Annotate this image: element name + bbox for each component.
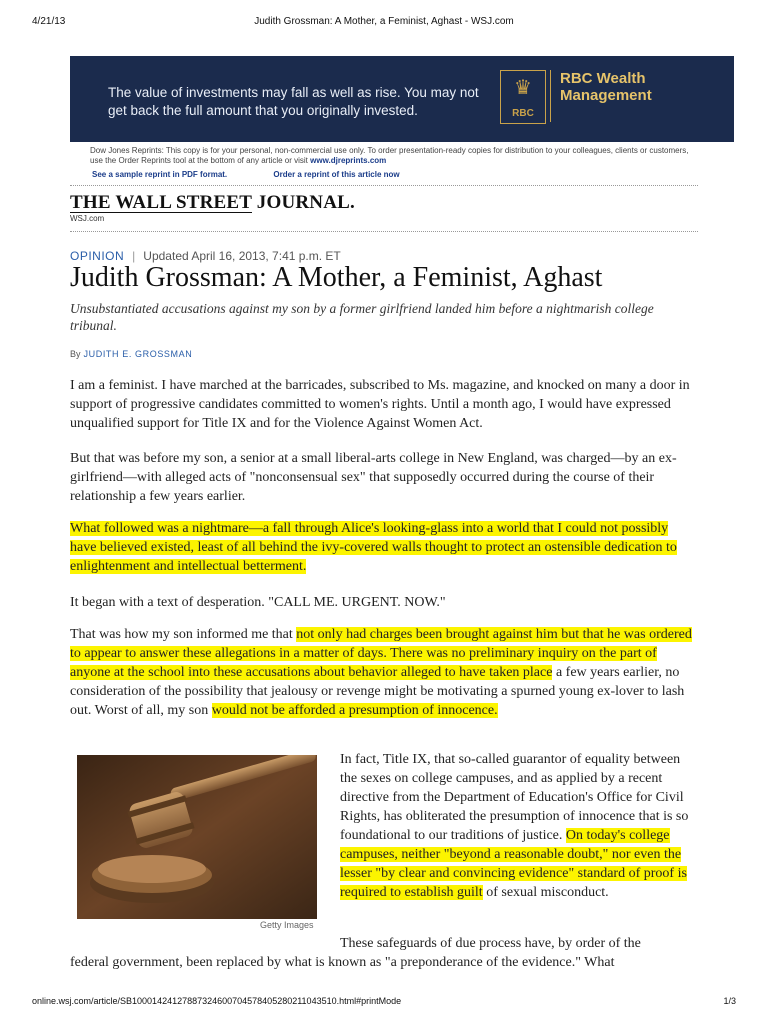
highlighted-text: not only had charges been brought against him but that he was ordered to appear to answer these allegations in a matter of days. There was no preliminary inquiry on the part of anyone at the school into these accusations about behavior alleged to have taken place — [70, 627, 692, 680]
paragraph-text: of sexual misconduct. — [482, 885, 609, 900]
photo-credit: Getty Images — [260, 920, 314, 930]
order-reprint-link[interactable]: Order a reprint of this article now — [273, 170, 400, 179]
paragraph: It began with a text of desperation. "CALL ME. URGENT. NOW." — [70, 595, 446, 610]
highlighted-text: What followed was a nightmare—a fall through Alice's looking-glass into a world that I could not possibly have believed existed, least of all behind the ivy-covered walls thought to protect an ostensible dedication to enlightenment and intellectual betterment. — [70, 521, 677, 574]
print-title: Judith Grossman: A Mother, a Feminist, Aghast - WSJ.com — [254, 16, 514, 27]
reprint-links — [92, 170, 444, 179]
paragraph-text: In fact, Title IX, that so-called guarantor of equality between the sexes on college campuses, and as applied by a recent directive from the Department of Education's Office for Civil Rights, has obliterated the presumption of innocence that is so foundational to our traditions of justice. — [340, 752, 689, 843]
highlighted-text: would not be afforded a presumption of innocence. — [211, 703, 498, 718]
ad-divider — [550, 70, 551, 122]
masthead-underline — [70, 212, 252, 213]
paragraph — [70, 519, 698, 576]
byline-prefix: By — [70, 349, 81, 359]
reprints-url[interactable]: www.djreprints.com — [310, 156, 387, 165]
reprints-notice — [90, 146, 702, 166]
subheadline: Unsubstantiated accusations against my son by a former girlfriend landed him before a nightmarish college tribunal. — [70, 301, 654, 333]
gavel-photo — [77, 755, 317, 919]
paragraph-text: That was how my son informed me that — [70, 627, 297, 642]
author-link[interactable]: JUDITH E. GROSSMAN — [83, 349, 193, 359]
paragraph: I am a feminist. I have marched at the barricades, subscribed to Ms. magazine, and knocked on many a door in support of progressive candidates committed to women's rights. Until a month ago, I would have expressed unqualified support for Title IX and for the Violence Against Women Act. — [70, 378, 690, 431]
paragraph: But that was before my son, a senior at a small liberal-arts college in New England, was charged—by an ex-girlfriend—with alleged acts of "nonconsensual sex" that supposedly occurred during the course of their relationship a few years earlier. — [70, 451, 677, 504]
print-date: 4/21/13 — [32, 16, 66, 27]
ad-brand: RBC Wealth Management — [560, 70, 652, 104]
meta-separator: | — [132, 249, 136, 263]
page-number: 1/3 — [723, 996, 736, 1006]
section-label[interactable]: OPINION — [70, 249, 125, 263]
article-meta — [70, 249, 341, 263]
advertisement-banner[interactable] — [70, 56, 734, 142]
paragraph — [70, 625, 698, 720]
updated-timestamp: Updated April 16, 2013, 7:41 p.m. ET — [143, 249, 341, 263]
headline: Judith Grossman: A Mother, a Feminist, Aghast — [70, 262, 603, 293]
divider — [70, 185, 698, 186]
paragraph-text: a few years earlier, no consideration of the possibility that jealousy or revenge might be motivating a spurned young ex-lover to lash out. Worst of all, my son — [70, 665, 685, 718]
logo-text: RBC — [512, 108, 534, 119]
paragraph-line: federal government, been replaced by what is known as "a preponderance of the evidence." What — [70, 955, 615, 970]
rbc-logo — [500, 70, 546, 124]
print-url: online.wsj.com/article/SB10001424127887324600704578405280211043510.html#printMode — [32, 996, 402, 1006]
lion-icon: ♛ — [514, 77, 532, 99]
ad-text: The value of investments may fall as well as rise. You may not get back the full amount that you originally invested. — [108, 85, 479, 118]
divider — [70, 231, 698, 232]
sample-reprint-link[interactable]: See a sample reprint in PDF format. — [92, 170, 228, 179]
gavel-image — [77, 755, 317, 919]
paragraph — [340, 750, 700, 902]
paragraph-line: These safeguards of due process have, by order of the — [340, 936, 641, 951]
masthead-logo: THE WALL STREET JOURNAL. — [70, 192, 355, 213]
masthead-site: WSJ.com — [70, 214, 105, 223]
reprints-notice-text: Dow Jones Reprints: This copy is for your personal, non-commercial use only. To order presentation-ready copies for distribution to your colleagues, clients or customers, use the Order Reprints tool at the bottom of any article or visit — [90, 146, 689, 165]
byline — [70, 349, 192, 359]
highlighted-text: On today's college campuses, neither "beyond a reasonable doubt," nor even the lesser "by clear and convincing evidence" standard of proof is required to establish guilt — [340, 828, 687, 900]
